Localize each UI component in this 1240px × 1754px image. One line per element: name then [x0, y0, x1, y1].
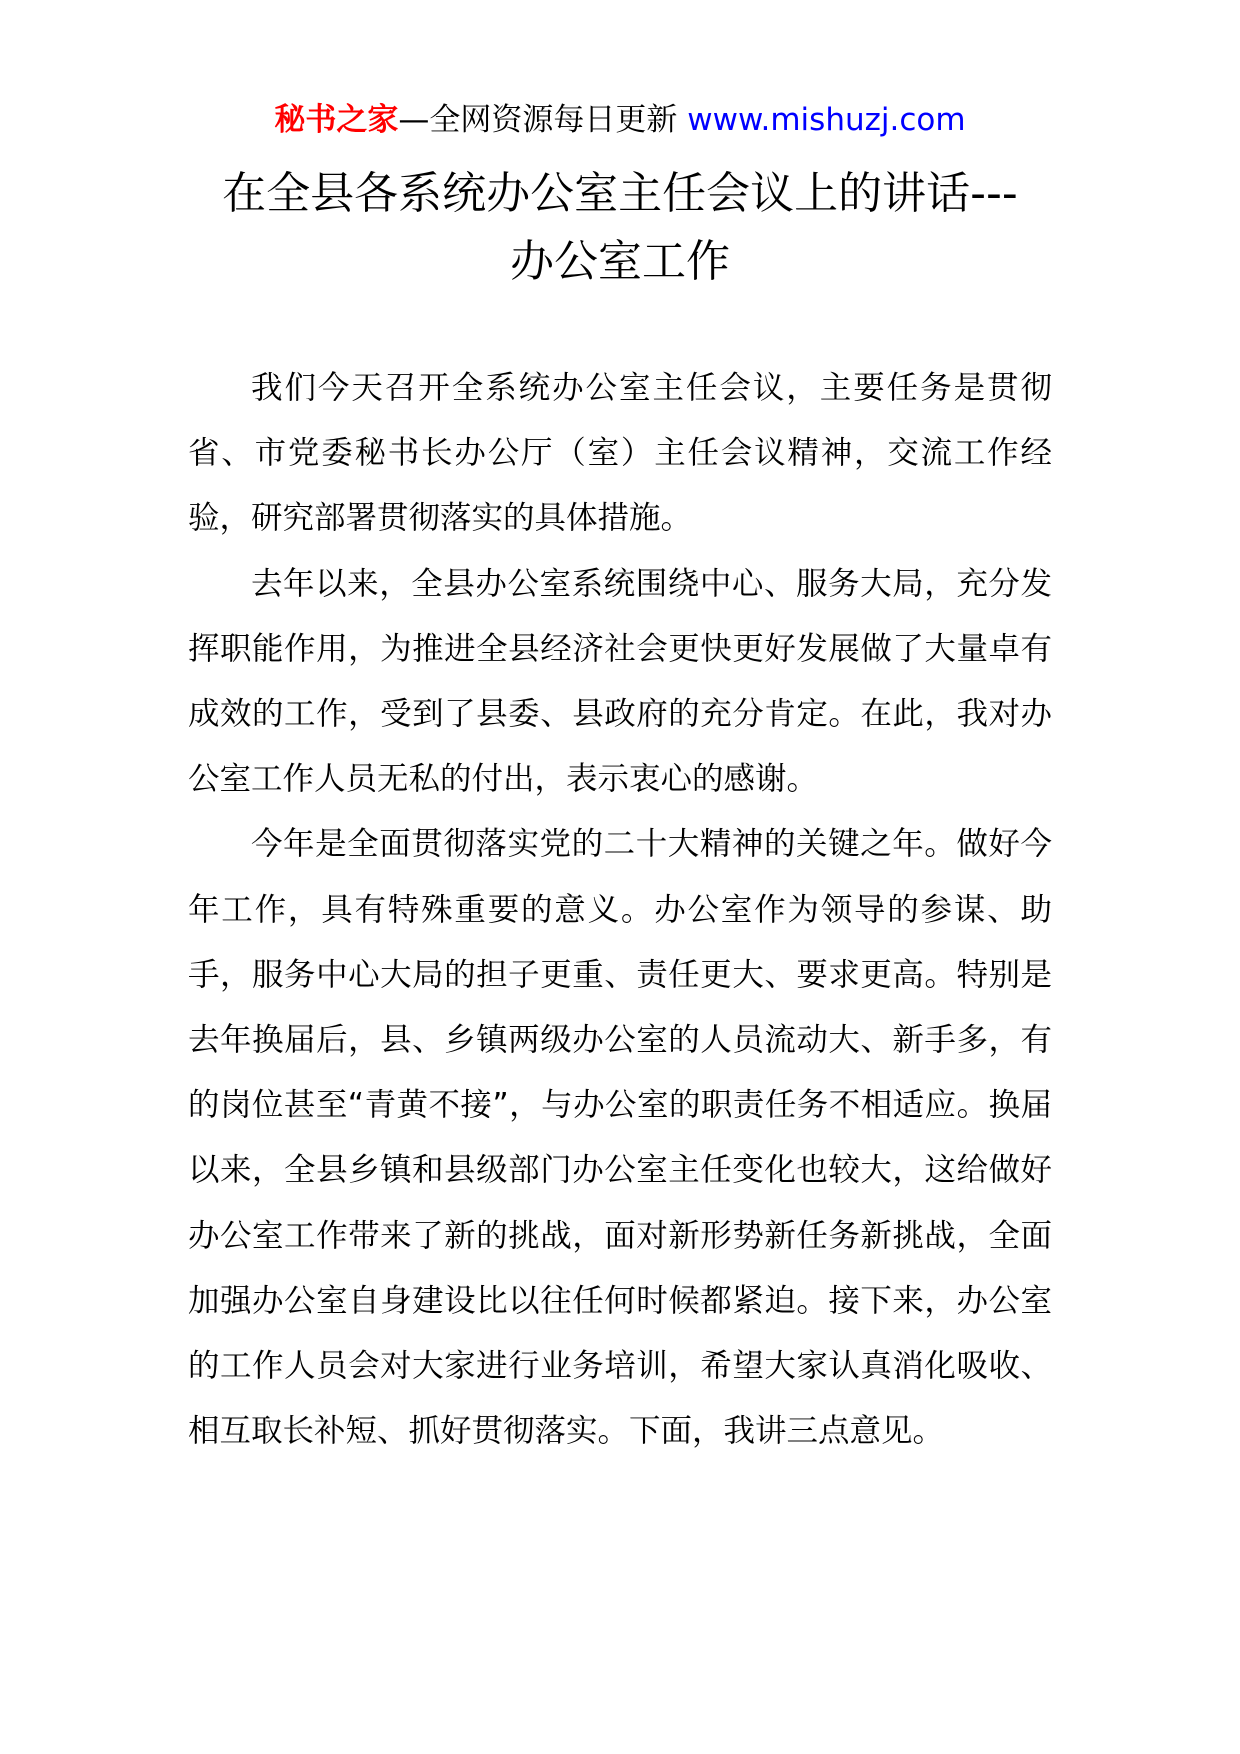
paragraph: 今年是全面贯彻落实党的二十大精神的关键之年。做好今年工作，具有特殊重要的意义。办公室作为领导的参谋、助手，服务中心大局的担子更重、责任更大、要求更高。特别是去年换届后，县、乡镇两级办公室的人员流动大、新手多，有的岗位甚至“青黄不接”，与办公室的职责任务不相适应。换届以来，全县乡镇和县级部门办公室主任变化也较大，这给做好办公室工作带来了新的挑战，面对新形势新任务新挑战，全面加强办公室自身建设比以往任何时候都紧迫。接下来，办公室的工作人员会对大家进行业务培训，希望大家认真消化吸收、相互取长补短、抓好贯彻落实。下面，我讲三点意见。	[188, 826, 1052, 1450]
brand-name: 秘书之家	[274, 102, 399, 138]
title-line-1: 在全县各系统办公室主任会议上的讲话---	[222, 168, 1018, 219]
title-line-2: 办公室工作	[510, 236, 730, 287]
header-tagline: —全网资源每日更新	[398, 102, 688, 138]
site-url-link[interactable]: www.mishuzj.com	[687, 102, 966, 138]
site-header	[0, 100, 1240, 140]
document-body	[188, 356, 1052, 1464]
paragraph: 我们今天召开全系统办公室主任会议，主要任务是贯彻省、市党委秘书长办公厅（室）主任会议精神，交流工作经验，研究部署贯彻落实的具体措施。	[188, 370, 1052, 537]
paragraph: 去年以来，全县办公室系统围绕中心、服务大局，充分发挥职能作用，为推进全县经济社会更快更好发展做了大量卓有成效的工作，受到了县委、县政府的充分肯定。在此，我对办公室工作人员无私的付出，表示衷心的感谢。	[188, 565, 1052, 798]
document-title	[150, 160, 1090, 296]
